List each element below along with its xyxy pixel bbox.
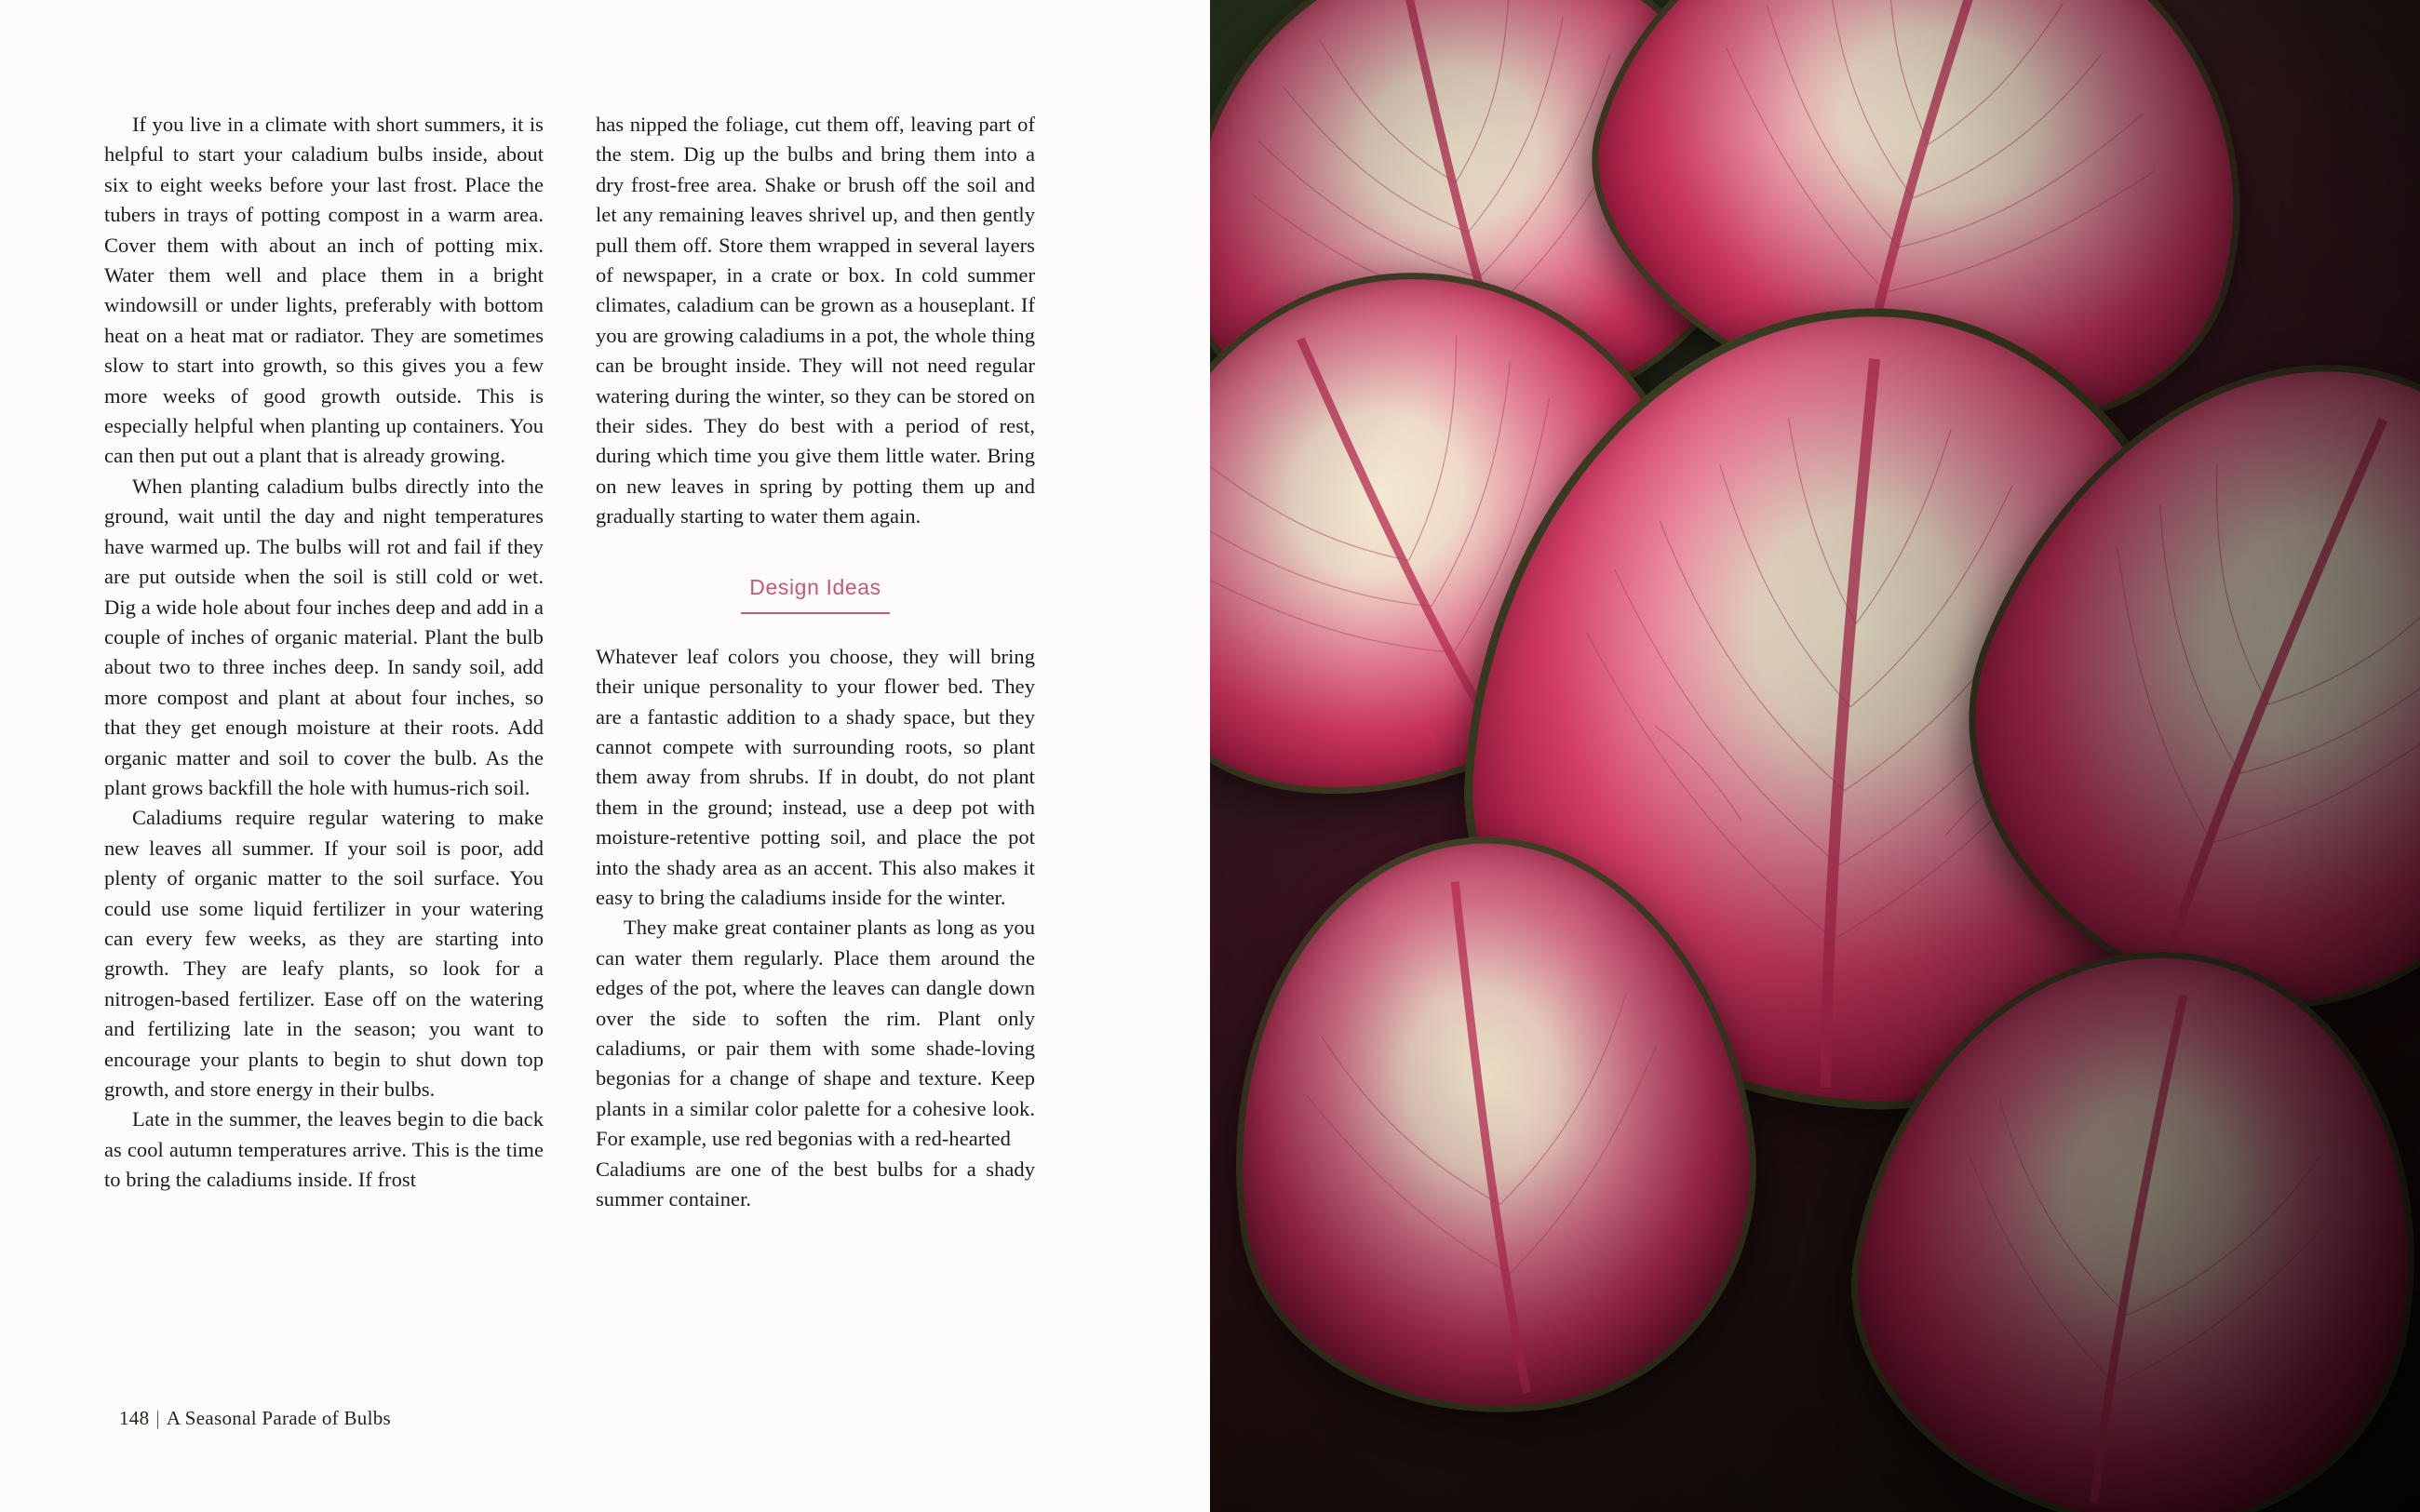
paragraph: They make great container plants as long as you can water them regularly. Place them around the edges of the pot, where the leaves can dangle down over the side to soften the rim. Plant only caladiums, or pair them with some shade-loving begonias for a change of shape and texture. Keep plants in a similar color palette for a cohesive look. For example, use red begonias with a red-hearted [596,916,1035,1151]
paragraph: Whatever leaf colors you choose, they will bring their unique personality to your flower bed. They are a fantastic addition to a shady space, but they cannot compete with surrounding roots, so plant them away from shrubs. If in doubt, do not plant them in the ground; instead, use a deep pot with moisture-retentive potting soil, and place the pot into the shady area as an accent. This also makes it easy to bring the caladiums inside for the winter. [596,644,1035,909]
paragraph-continued: has nipped the foliage, cut them off, leaving part of the stem. Dig up the bulbs and bring them into a dry frost-free area. Shake or brush off the soil and let any remaining leaves shrivel up, and then gently pull them off. Store them wrapped in several layers of newspaper, in a crate or box. In cold summer climates, caladium can be grown as a houseplant. If you are growing caladiums in a pot, the whole thing can be brought inside. They will not need regular watering during the winter, so they can be stored on their sides. They do best with a period of rest, during which time you give them little water. Bring on new leaves in spring by potting them up and gradually starting to water them again. [596,113,1035,529]
column-left [104,110,544,1301]
text-columns [104,110,1035,1301]
paragraph: When planting caladium bulbs directly into the ground, wait until the day and night temperatures have warmed up. The bulbs will rot and fail if they are put outside when the soil is still cold or wet. Dig a wide hole about four inches deep and add in a couple of inches of organic material. Plant the bulb about two to three inches deep. In sandy soil, add more compost and plant at about four inches, so that they get enough moisture at their roots. Add organic matter and soil to cover the bulb. As the plant grows backfill the hole with humus-rich soil. [104,474,544,799]
folio [119,1407,391,1430]
caladium-leaf [1816,905,2420,1512]
photo-caption: Caladiums are one of the best bulbs for a shady summer container. [596,1157,1035,1211]
folio-page-number: 148 [119,1407,150,1429]
folio-chapter-title: A Seasonal Parade of Bulbs [166,1407,392,1429]
folio-separator: | [155,1407,160,1429]
section-heading-rule [741,612,890,614]
section-heading-label: Design Ideas [749,574,881,599]
paragraph: Late in the summer, the leaves begin to die back as cool autumn temperatures arrive. This is the time to bring the caladiums inside. If frost [104,1107,544,1192]
paragraph: If you live in a climate with short summers, it is helpful to start your caladium bulbs inside, about six to eight weeks before your last frost. Place the tubers in trays of potting compost in a warm area. Cover them with about an inch of potting mix. Water them well and place them in a bright windowsill or under lights, preferably with bottom heat on a heat mat or radiator. They are sometimes slow to start into growth, so this gives you a few more weeks of good growth outside. This is especially helpful when planting up containers. You can then put out a plant that is already growing. [104,113,544,468]
photo-page [1210,0,2420,1512]
column-right [596,110,1035,1301]
caladium-leaf [1210,804,1787,1448]
section-heading [596,575,1035,600]
paragraph: Caladiums require regular watering to make new leaves all summer. If your soil is poor, add plenty of organic matter to the soil surface. You could use some liquid fertilizer in your watering can every few weeks, as they are starting into growth. They are leafy plants, so look for a nitrogen-based fertilizer. Ease off on the watering and fertilizing late in the season; you want to encourage your plants to begin to shut down top growth, and store energy in their bulbs. [104,806,544,1101]
